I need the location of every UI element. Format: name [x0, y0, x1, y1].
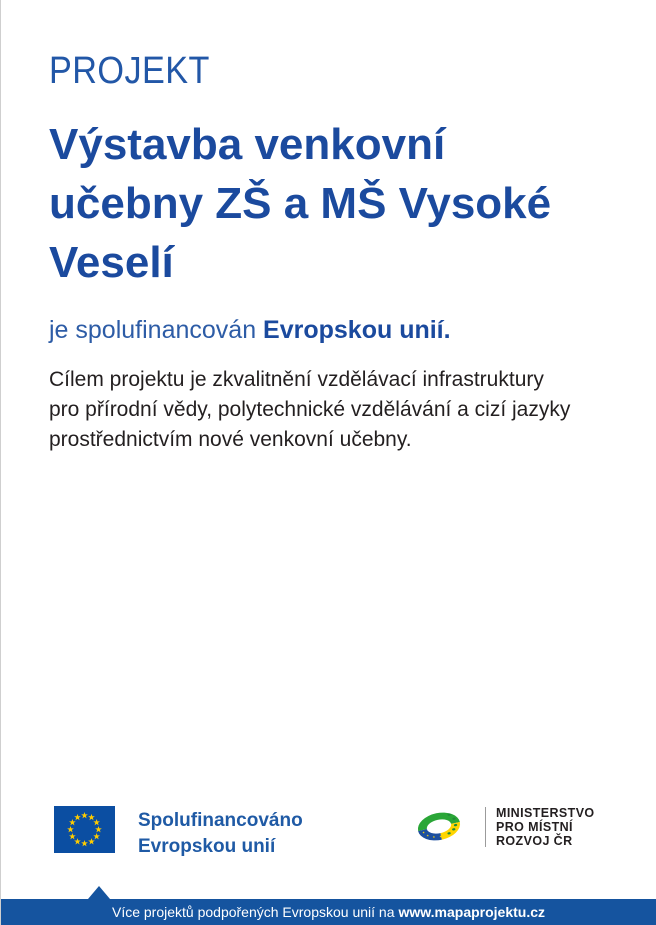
main-content	[49, 50, 614, 455]
title-line: Veselí	[49, 238, 174, 287]
ministry-emblem-icon	[406, 804, 472, 849]
project-description	[49, 365, 614, 455]
eu-funding-label-line: Spolufinancováno	[138, 810, 303, 831]
ministry-logo-divider	[485, 807, 486, 847]
project-title	[49, 115, 614, 292]
title-line: učebny ZŠ a MŠ Vysoké	[49, 179, 552, 228]
eu-funding-label-line: Evropskou unií	[138, 836, 276, 857]
cofinancing-statement-bold: Evropskou unií.	[263, 316, 451, 344]
description-line: pro přírodní vědy, polytechnické vzdělávání a cizí jazyky	[49, 398, 571, 421]
mapaprojektu-link[interactable]: www.mapaprojektu.cz	[398, 904, 546, 920]
pointer-triangle-icon	[88, 886, 110, 899]
project-kicker: PROJEKT	[49, 50, 210, 92]
ministry-name	[496, 806, 595, 848]
eu-flag-icon	[54, 806, 115, 853]
ministry-logo	[406, 804, 595, 849]
title-line: Výstavba venkovní	[49, 120, 446, 169]
cofinancing-statement-regular: je spolufinancován	[49, 316, 264, 344]
bottom-bar	[1, 899, 656, 925]
description-line: prostřednictvím nové venkovní učebny.	[49, 428, 412, 451]
cofinancing-statement	[49, 316, 614, 345]
ministry-name-line: ROZVOJ ČR	[496, 833, 573, 848]
eu-funding-label	[138, 806, 303, 860]
ministry-name-line: MINISTERSTVO	[496, 805, 595, 820]
description-line: Cílem projektu je zkvalitnění vzdělávací infrastruktury	[49, 368, 544, 391]
ministry-name-line: PRO MÍSTNÍ	[496, 819, 573, 834]
bottom-bar-text: Více projektů podpořených Evropskou unií na	[111, 904, 395, 920]
eu-cofunded-logo	[54, 806, 303, 860]
